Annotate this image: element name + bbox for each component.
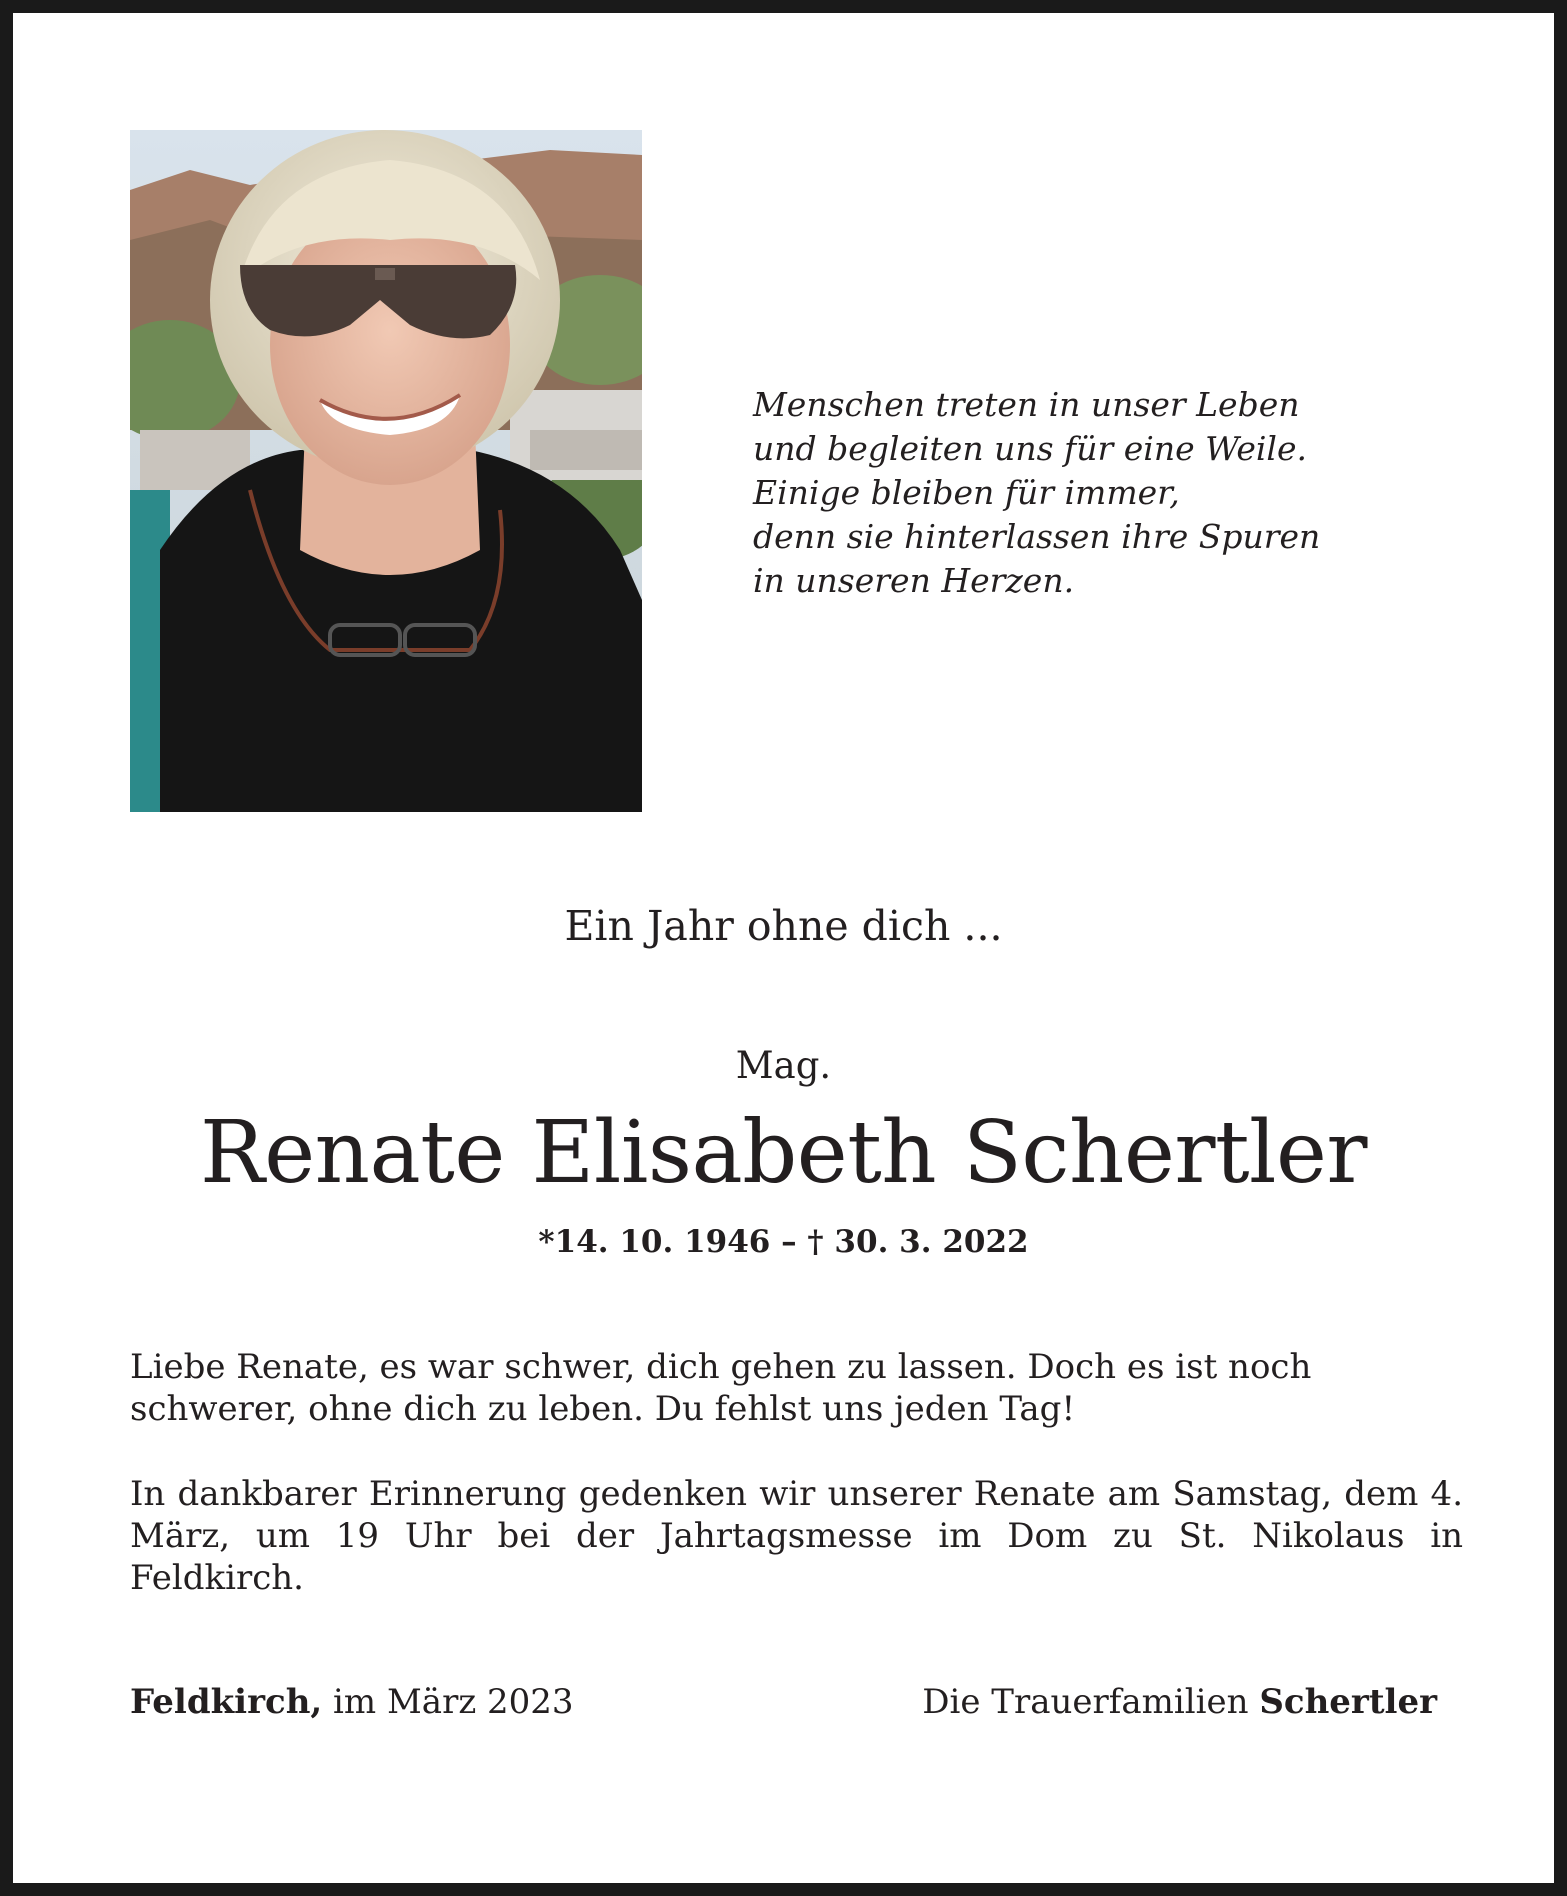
place: Feldkirch, [130,1682,323,1722]
signature [922,1681,1437,1723]
poem-line: Menschen treten in unser Leben [753,385,1300,424]
tagline: Ein Jahr ohne dich ... [564,902,1003,950]
message-paragraph-2: In dankbarer Erinnerung gedenken wir unserer Renate am Samstag, dem 4. März, um 19 Uhr bei der Jahrtagsmesse im Dom zu St. Nikolaus in Feldkirch. [130,1474,1463,1598]
poem-line: Einige bleiben für immer, [753,473,1180,512]
place-date [130,1681,574,1723]
family-name: Schertler [1259,1682,1437,1722]
poem-line: in unseren Herzen. [753,561,1075,600]
portrait-photo [130,130,642,812]
deceased-name: Renate Elisabeth Schertler [199,1103,1368,1203]
academic-title: Mag. [735,1044,832,1087]
message-paragraph-1: Liebe Renate, es war schwer, dich gehen zu lassen. Doch es ist noch schwerer, ohne dich zu leben. Du fehlst uns jeden Tag! [130,1347,1312,1429]
date: im März 2023 [322,1682,574,1722]
poem-line: und begleiten uns für eine Weile. [753,429,1307,468]
poem [753,383,1393,603]
family-prefix: Die Trauerfamilien [922,1682,1260,1722]
poem-line: denn sie hinterlassen ihre Spuren [753,517,1321,556]
life-dates: *14. 10. 1946 – † 30. 3. 2022 [538,1224,1029,1260]
